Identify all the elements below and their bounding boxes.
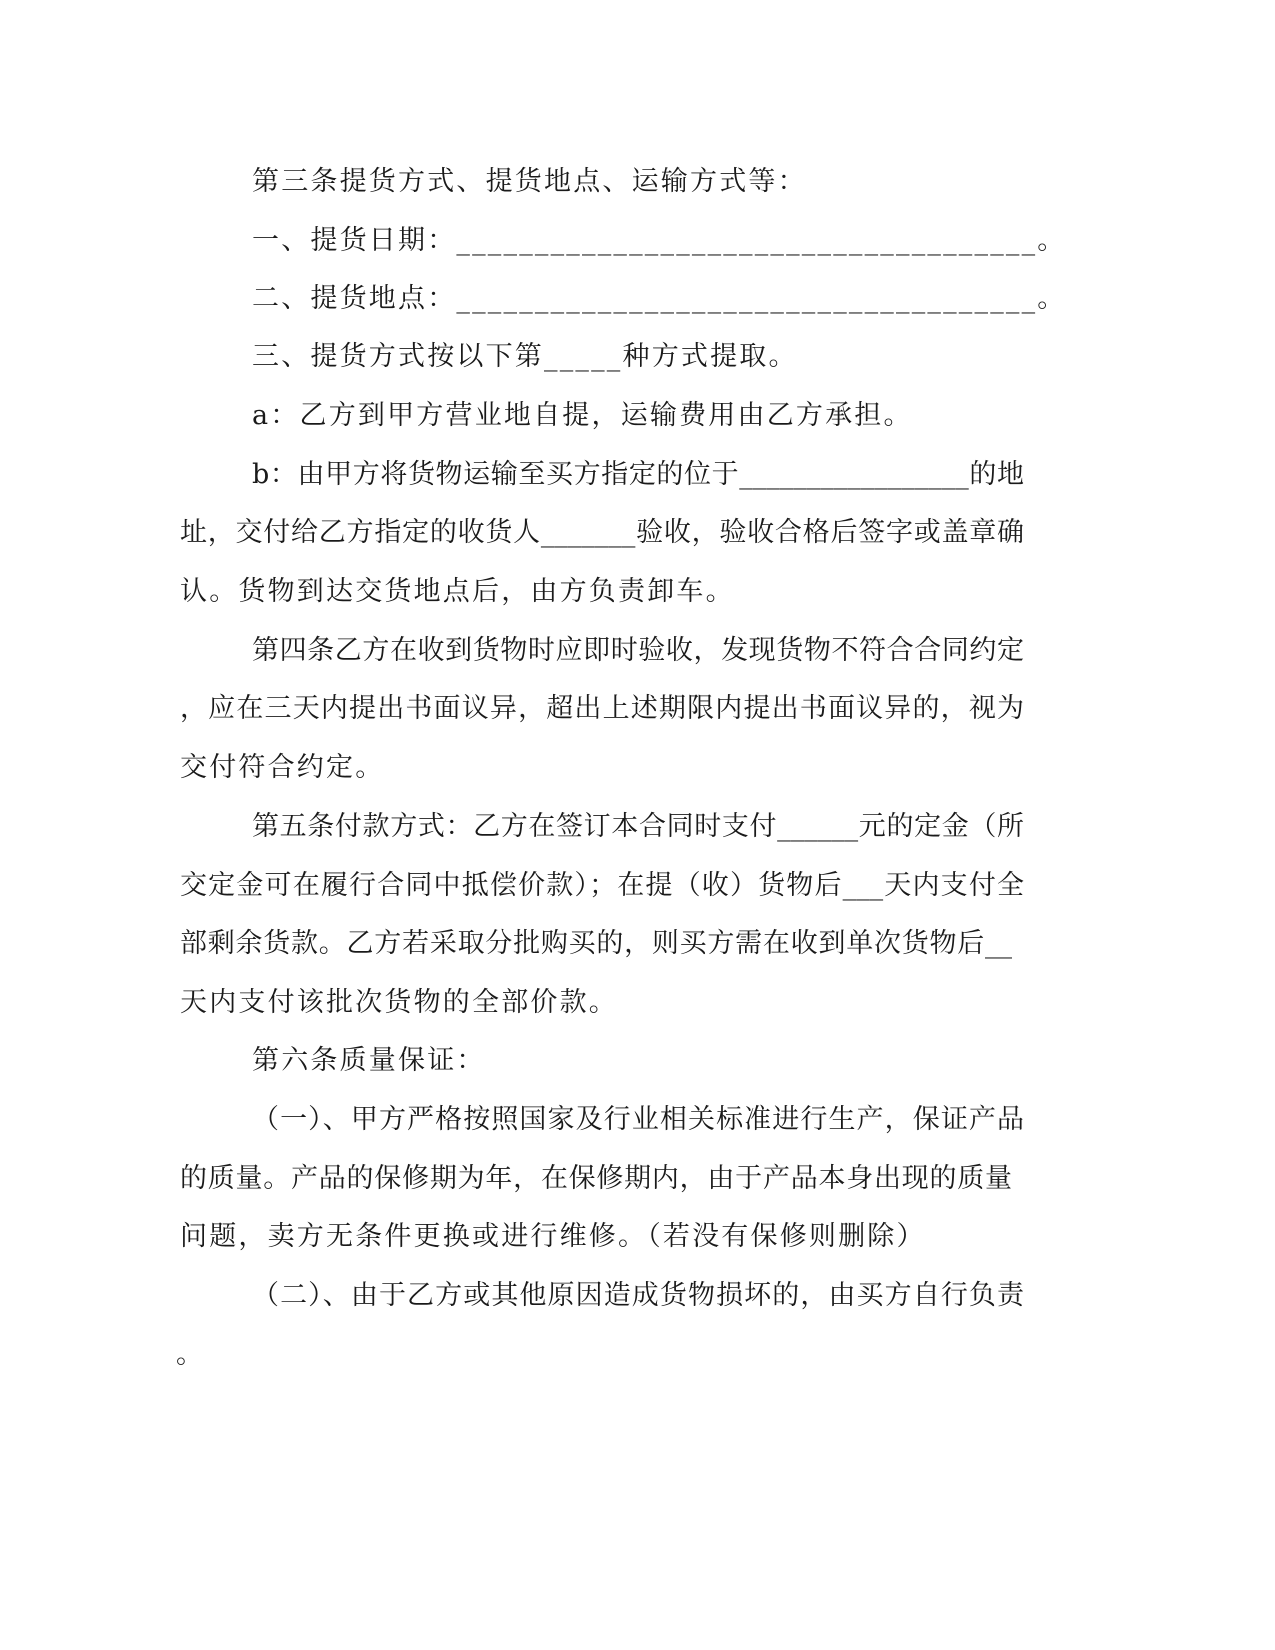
article-6-item-1-line-3: 问题，卖方无条件更换或进行维修。（若没有保修则删除） bbox=[180, 1221, 926, 1252]
article-4-line-3: 交付符合约定。 bbox=[180, 752, 385, 783]
pickup-location-line: 二、提货地点：_____________________________________。 bbox=[252, 283, 1067, 314]
article-6-item-1-line-2: 的质量。产品的保修期为年，在保修期内，由于产品本身出现的质量 bbox=[180, 1163, 1012, 1194]
article-5-line-1: 第五条付款方式：乙方在签订本合同时支付______元的定金（所 bbox=[252, 811, 1024, 842]
option-b-line-2: 址，交付给乙方指定的收货人_______验收，验收合格后签字或盖章确 bbox=[180, 517, 1024, 548]
article-5-line-3: 部剩余货款。乙方若采取分批购买的，则买方需在收到单次货物后__ bbox=[180, 928, 1012, 959]
pickup-date-line: 一、提货日期：_____________________________________。 bbox=[252, 225, 1067, 256]
article-5-line-4: 天内支付该批次货物的全部价款。 bbox=[180, 987, 618, 1018]
article-3-heading: 第三条提货方式、提货地点、运输方式等： bbox=[252, 166, 807, 197]
article-4-line-1: 第四条乙方在收到货物时应即时验收，发现货物不符合合同约定 bbox=[252, 635, 1024, 666]
article-6-item-1-line-1: （一）、甲方严格按照国家及行业相关标准进行生产，保证产品 bbox=[252, 1104, 1024, 1135]
option-a-line: a：乙方到甲方营业地自提，运输费用由乙方承担。 bbox=[252, 400, 913, 431]
option-b-line-3: 认。货物到达交货地点后，由方负责卸车。 bbox=[180, 576, 735, 607]
article-6-item-2-line-2: 。 bbox=[176, 1339, 206, 1370]
option-b-line-1: b：由甲方将货物运输至买方指定的位于_________________的地 bbox=[252, 459, 1024, 490]
article-6-heading: 第六条质量保证： bbox=[252, 1045, 486, 1076]
article-4-line-2: ，应在三天内提出书面议异，超出上述期限内提出书面议异的，视为 bbox=[180, 693, 1024, 724]
pickup-method-line: 三、提货方式按以下第_____种方式提取。 bbox=[252, 341, 798, 372]
article-6-item-2-line-1: （二）、由于乙方或其他原因造成货物损坏的，由买方自行负责 bbox=[252, 1280, 1024, 1311]
article-5-line-2: 交定金可在履行合同中抵偿价款）；在提（收）货物后___天内支付全 bbox=[180, 870, 1024, 901]
